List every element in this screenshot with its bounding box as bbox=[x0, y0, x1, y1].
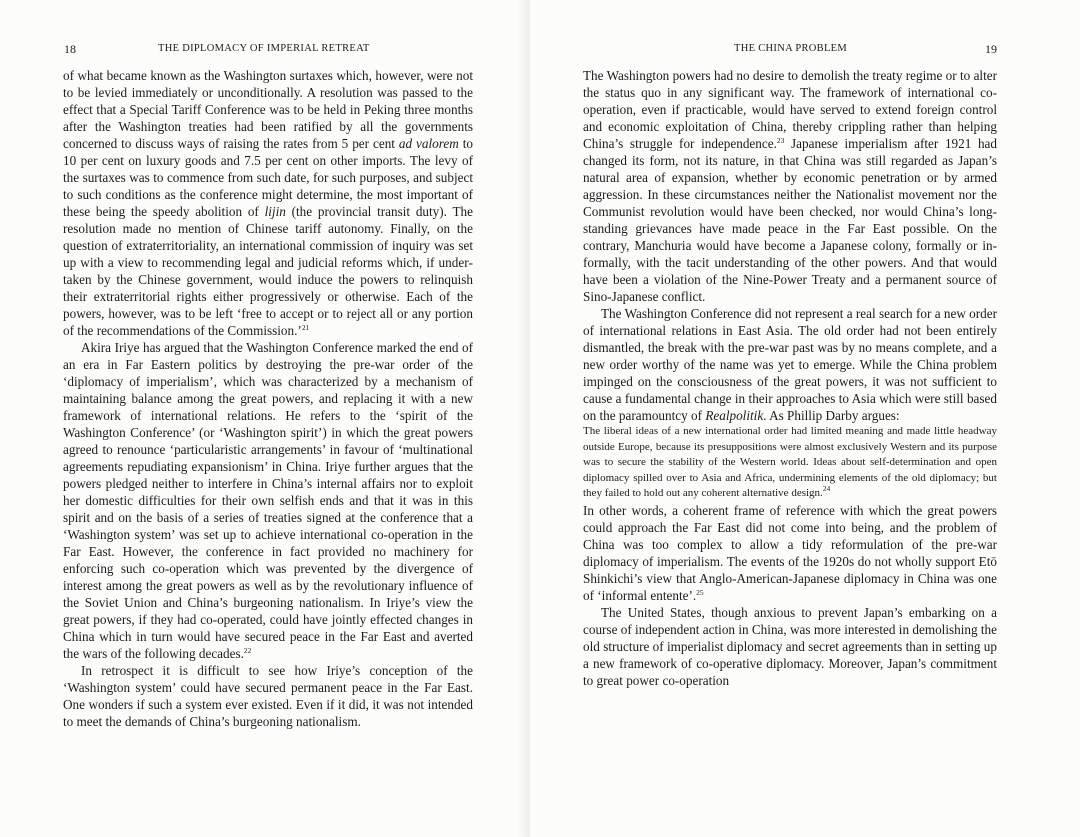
block-quote bbox=[583, 424, 997, 502]
footnote-ref: 22 bbox=[243, 646, 252, 655]
italic-text: ad valorem bbox=[398, 136, 459, 151]
footnote-ref: 24 bbox=[822, 484, 831, 494]
paragraph bbox=[63, 662, 473, 730]
paragraph bbox=[583, 502, 997, 604]
footnote-ref: 23 bbox=[776, 136, 785, 145]
italic-text: lijin bbox=[264, 204, 286, 219]
text-run: (the provincial transit duty). The resolution made no mention of Chinese tariff autonomy. Finally, on the question of extraterritoriality, an international commission of inquiry was set up with a view to recommending legal and judicial reforms which, if undertaken by the Chinese government, would induce the powers to relinquish their extraterritorial rights either progressively or otherwise. Each of the powers, however, was to be left ‘free to accept or to reject all or any portion of the recommendations of the Commission.’ bbox=[63, 204, 473, 338]
paragraph bbox=[63, 67, 473, 339]
running-head: THE DIPLOMACY OF IMPERIAL RETREAT bbox=[158, 43, 370, 54]
text-run: Japanese imperialism after 1921 had changed its form, not its nature, in that China was still regarded as Japan’s natural area of expansion, whether by economic penetration or by armed aggression. In these circumstances neither the Nationalist movement nor the Communist revolution would have been checked, nor would China’s long-standing grievances have made peace in the Far East possible. On the contrary, Manchuria would have become a Japanese colony, formally or informally, with the tacit understanding of the other powers. And that would have been a violation of the Nine-Power Treaty and a permanent source of Sino-Japanese conflict. bbox=[583, 136, 997, 304]
paragraph bbox=[583, 604, 997, 689]
page-number: 19 bbox=[985, 42, 997, 56]
text-run: Akira Iriye has argued that the Washington Conference marked the end of an era in Far Eastern politics by destroying the pre-war order of the ‘diplomacy of imperialism’, which was characterized by a mechanism of maintaining balance among the great powers, and replacing it with a new framework of international relations. He refers to the ‘spirit of the Washington Conference’ (or ‘Washington spirit’) in which the great powers agreed to renounce ‘particularistic arrangements’ in favour of ‘multinational agreements repudiating expansionism’ in China. Iriye further argues that the powers pledged neither to interfere in China’s internal affairs nor to exploit her domestic difficulties for their own selfish ends and that it was in this spirit and on the basis of a series of treaties signed at the conference that a ‘Washington system’ was set up to achieve international co-operation in the Far East. However, the conference in fact provided no machinery for enforcing such co-operation which was prevented by the divergence of interest among the great powers as well as by the revolutionary influence of the Soviet Union and China’s burgeoning nationalism. In Iriye’s view the great powers, if they had co-operated, could have jointly effected changes in China which in turn would have secured peace in the Far East and averted the wars of the following decades. bbox=[63, 340, 473, 661]
italic-text: Realpolitik bbox=[705, 408, 764, 423]
text-run: In other words, a coherent frame of reference with which the great powers could approach the Far East did not come into being, and the problem of China was too complex to allow a tidy reformulation of the pre-war diplomacy of imperialism. The events of the 1920s do not wholly support Etō Shinkichi’s view that Anglo-American-Japanese diplomacy in China was one of ‘informal entente’. bbox=[583, 502, 997, 603]
right-page bbox=[530, 0, 1080, 837]
text-run: In retrospect it is difficult to see how Iriye’s conception of the ‘Washington system’ could have secured permanent peace in the Far East. One wonders if such a system ever existed. Even if it did, it was not intended to meet the demands of China’s burgeoning nationalism. bbox=[63, 663, 473, 729]
text-run: . As Phillip Darby argues: bbox=[763, 408, 900, 423]
left-page bbox=[0, 0, 530, 837]
running-head: THE CHINA PROBLEM bbox=[734, 43, 848, 54]
footnote-ref: 25 bbox=[696, 587, 704, 597]
text-run: The liberal ideas of a new international order had limited meaning and made little headway outside Europe, because its presuppositions were almost exclusively Western and its purpose was to secure the stability of the Western world. Ideas about self-determination and open diplomacy spilled over to Asia and Africa, undermining elements of the old diplomacy; but they failed to hold out any coherent alternative design. bbox=[583, 425, 997, 500]
footnote-ref: 21 bbox=[301, 323, 310, 332]
text-run: to 10 per cent on luxury goods and 7.5 per cent on other imports. The levy of the surtaxes was to commence from such date, for such purposes, and subject to such conditions as the conference might determine, the most important of these being the speedy abolition of bbox=[63, 136, 473, 219]
text-run: The Washington powers had no desire to demolish the treaty regime or to alter the status quo in any significant way. The framework of international co-operation, even if practicable, would have served to extend foreign control and economic exploitation of China, thereby crippling rather than helping China’s struggle for independence. bbox=[583, 68, 997, 151]
paragraph bbox=[63, 339, 473, 662]
page-number: 18 bbox=[64, 42, 76, 56]
right-page-body bbox=[583, 67, 997, 689]
text-run: The Washington Conference did not represent a real search for a new order of international relations in East Asia. The old order had not been entirely dismantled, the break with the pre-war past was by no means complete, and a new order worthy of the name was yet to emerge. While the China problem impinged on the consciousness of the great powers, it was not sufficient to cause a fundamental change in their approaches to Asia which were still based on the paramountcy of bbox=[583, 306, 997, 423]
paragraph bbox=[583, 305, 997, 424]
text-run: The United States, though anxious to prevent Japan’s embarking on a course of independent action in China, was more interested in demolishing the old structure of imperialist diplomacy and secret agreements than in setting up a new framework of co-operative diplomacy. Moreover, Japan’s commitment to great power co-operation bbox=[583, 604, 997, 688]
paragraph bbox=[583, 67, 997, 305]
text-run: of what became known as the Washington surtaxes which, however, were not to be levied immediately or unconditionally. A resolution was passed to the effect that a Special Tariff Conference was to be held in Peking three months after the Washington treaties had been ratified by all the governments concerned to discuss ways of raising the rates from 5 per cent bbox=[63, 68, 473, 151]
left-page-body bbox=[63, 67, 473, 730]
